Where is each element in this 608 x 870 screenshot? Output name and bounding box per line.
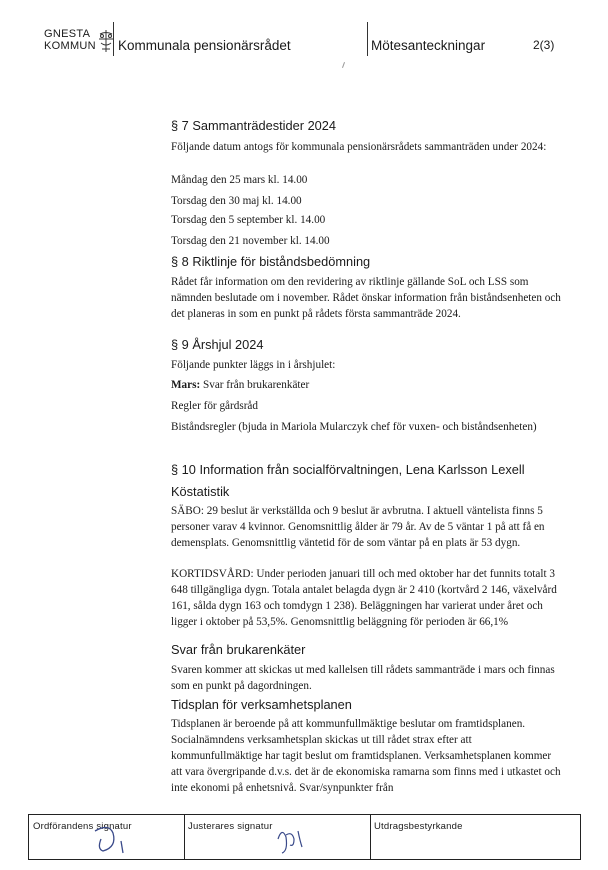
municipality-logo bbox=[44, 29, 116, 57]
section-8-heading: § 8 Riktlinje för biståndsbedömning bbox=[171, 254, 371, 269]
meeting-date: Måndag den 25 mars kl. 14.00 bbox=[171, 174, 308, 186]
chair-signature-mark bbox=[87, 819, 137, 859]
section-9-intro: Följande punkter läggs in i årshjulet: bbox=[171, 359, 336, 371]
adjuster-signature-cell[interactable] bbox=[184, 815, 371, 859]
survey-responses-paragraph: Svaren kommer att skickas ut med kallelsen till rådets sammanträde i mars och finnas som en punkt på dagordningen. bbox=[171, 664, 555, 692]
annual-wheel-item bbox=[171, 377, 563, 393]
meeting-date: Torsdag den 30 maj kl. 14.00 bbox=[171, 195, 302, 207]
subheading-survey-responses: Svar från brukarenkäter bbox=[171, 642, 306, 657]
logo-line-2: KOMMUN bbox=[44, 40, 96, 52]
logo-line-1: GNESTA bbox=[44, 28, 91, 40]
subheading-operations-plan-schedule: Tidsplan för verksamhetsplanen bbox=[171, 697, 352, 712]
section-8-text: Rådet får information om den revidering av riktlinje gällande SoL och LSS som nämnden beslutade om i november. Rådet önskar information från biståndsenheten och det planeras in som en punkt på rådets första sammanträde 2024. bbox=[171, 276, 561, 320]
chair-signature-label: Ordförandens signatur bbox=[33, 821, 132, 832]
annual-wheel-item-text: Svar från brukarenkäter bbox=[203, 379, 310, 391]
header-divider-left bbox=[113, 22, 114, 56]
short-term-care-paragraph: KORTIDSVÅRD: Under perioden januari till och med oktober har det funnits totalt 3 648 tillgängliga dygn. Totala antalet belagda dygn är 2 410 (kortvård 2 146, växelvård 161, sålda dygn 163 och tomdygn 1 238). Beläggningen har varierat under året och ligger i oktober på 53,5%. Genomsnittlig beläggning för perioden är 66,1% bbox=[171, 568, 557, 628]
sabo-paragraph: SÄBO: 29 beslut är verkställda och 9 beslut är avbrutna. I aktuell väntelista finns 5 personer varav 4 kvinnor. Genomsnittlig ålder är 79 år. Av de 5 väntar 1 på att få en demensplats. Genomsnittlig väntetid för de som väntar på en plats är 53 dygn. bbox=[171, 505, 545, 549]
scan-mark bbox=[342, 62, 345, 68]
adjuster-signature-mark bbox=[272, 821, 312, 857]
adjuster-signature-label: Justerares signatur bbox=[188, 821, 273, 832]
subheading-queue-statistics: Köstatistik bbox=[171, 484, 230, 499]
section-7-intro: Följande datum antogs för kommunala pensionärsrådets sammanträden under 2024: bbox=[171, 141, 547, 153]
section-7-heading: § 7 Sammanträdestider 2024 bbox=[171, 118, 337, 133]
section-10-heading: § 10 Information från socialförvaltningen, Lena Karlsson Lexell bbox=[171, 462, 525, 477]
meeting-date: Torsdag den 21 november kl. 14.00 bbox=[171, 235, 330, 247]
header-divider-right bbox=[367, 22, 368, 56]
section-9-heading: § 9 Årshjul 2024 bbox=[171, 337, 264, 352]
page-number: 2(3) bbox=[533, 38, 555, 52]
certification-cell[interactable] bbox=[370, 815, 580, 859]
signature-table bbox=[28, 814, 581, 860]
annual-wheel-item-label: Mars: bbox=[171, 379, 201, 391]
annual-wheel-item: Biståndsregler (bjuda in Mariola Mularczyk chef för vuxen- och biståndsenheten) bbox=[171, 421, 537, 433]
organization-name: Kommunala pensionärsrådet bbox=[118, 38, 291, 53]
certification-label: Utdragsbestyrkande bbox=[374, 821, 463, 832]
meeting-date: Torsdag den 5 september kl. 14.00 bbox=[171, 214, 326, 226]
annual-wheel-item: Regler för gårdsråd bbox=[171, 400, 258, 412]
document-type: Mötesanteckningar bbox=[371, 38, 486, 53]
operations-plan-paragraph: Tidsplanen är beroende på att kommunfullmäktige beslutar om framtidsplanen. Socialnämndens verksamhetsplan skickas ut till rådet strax efter att kommunfullmäktige har tagit beslut om framtidsplanen. Verksamhetsplanen kommer att vara övergripande d.v.s. det är de ekonomiska ramarna som finns med i utkastet och inte ekonomi på enhetsnivå. Svar/synpunkter från bbox=[171, 718, 561, 794]
chair-signature-cell[interactable] bbox=[29, 815, 185, 859]
